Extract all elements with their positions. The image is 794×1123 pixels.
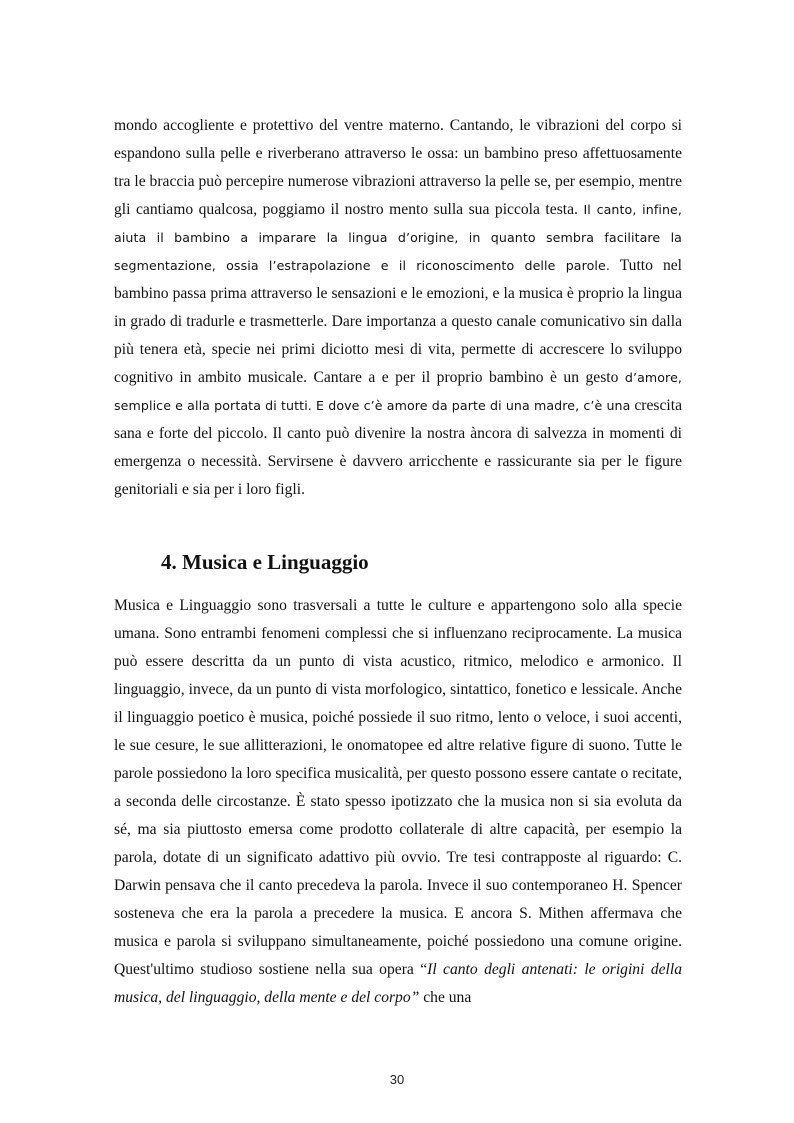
- paragraph-2-text-a: Musica e Linguaggio sono trasversali a tutte le culture e appartengono solo alla specie umana. Sono entrambi fenomeni complessi che si influenzano reciprocamente. La musica può essere descritta da un punto di vista acustico, ritmico, melodico e armonico. Il linguaggio, invece, da un punto di vista morfologico, sintattico, fonetico e lessicale. Anche il linguaggio poetico è musica, poiché possiede il suo ritmo, lento o veloce, i suoi accenti, le sue cesure, le sue allitterazioni, le onomatopee ed altre relative figure di suono. Tutte le parole possiedono la loro specifica musicalità, per questo possono essere cantate o recitate, a seconda delle circostanze. È stato spesso ipotizzato che la musica non si sia evoluta da sé, ma sia piuttosto emersa come prodotto collaterale di altre capacità, per esempio la parola, dotate di un significato adattivo più ovvio. Tre tesi contrapposte al riguardo: C. Darwin pensava che il canto precedeva la parola. Invece il suo contemporaneo H. Spencer sosteneva che era la parola a precedere la musica. E ancora S. Mithen affermava che musica e parola si sviluppano simultaneamente, poiché possiedono una comune origine. Quest'ultimo studioso sostiene nella sua opera “: [114, 597, 682, 978]
- paragraph-2-text-b: che una: [419, 989, 472, 1006]
- paragraph-1-text-c: Tutto nel bambino passa prima attraverso le sensazioni e le emozioni, e la musica è proprio la lingua in grado di tradurle e trasmetterle. Dare importanza a questo canale comunicativo sin dalla più tenera età, specie nei primi diciotto mesi di vita, permette di accrescere lo sviluppo cognitivo in ambito musicale. Cantare a e per il proprio bambino è un gesto: [114, 257, 682, 386]
- paragraph-1-text-d: d’amore, semplice e alla portata di tutti. E dove c’è amore da parte di una madre, c’è una: [114, 370, 683, 413]
- body-paragraph-1: [114, 112, 682, 504]
- body-paragraph-2: [114, 592, 682, 1012]
- paragraph-1-text-a: mondo accogliente e protettivo del ventre materno. Cantando, le vibrazioni del corpo si espandono sulla pelle e riverberano attraverso le ossa: un bambino preso affettuosamente tra le braccia può percepire numerose vibrazioni attraverso la pelle se, per esempio, mentre gli cantiamo qualcosa, poggiamo il nostro mento sulla sua piccola testa.: [114, 117, 682, 218]
- section-heading: 4. Musica e Linguaggio: [161, 550, 369, 574]
- page-number: 30: [389, 1072, 405, 1087]
- paragraph-1-text-b: Il canto, infine, aiuta il bambino a imparare la lingua d’origine, in quanto sembra facilitare la segmentazione, ossia l’estrapolazione e il riconoscimento delle parole.: [114, 202, 682, 273]
- book-title: Il canto degli antenati: le origini della musica, del linguaggio, della mente e del corpo”: [114, 961, 682, 1006]
- paragraph-1-text-e: crescita sana e forte del piccolo. Il canto può divenire la nostra àncora di salvezza in momenti di emergenza o necessità. Servirsene è davvero arricchente e rassicurante sia per le figure genitoriali e sia per i loro figli.: [114, 397, 682, 498]
